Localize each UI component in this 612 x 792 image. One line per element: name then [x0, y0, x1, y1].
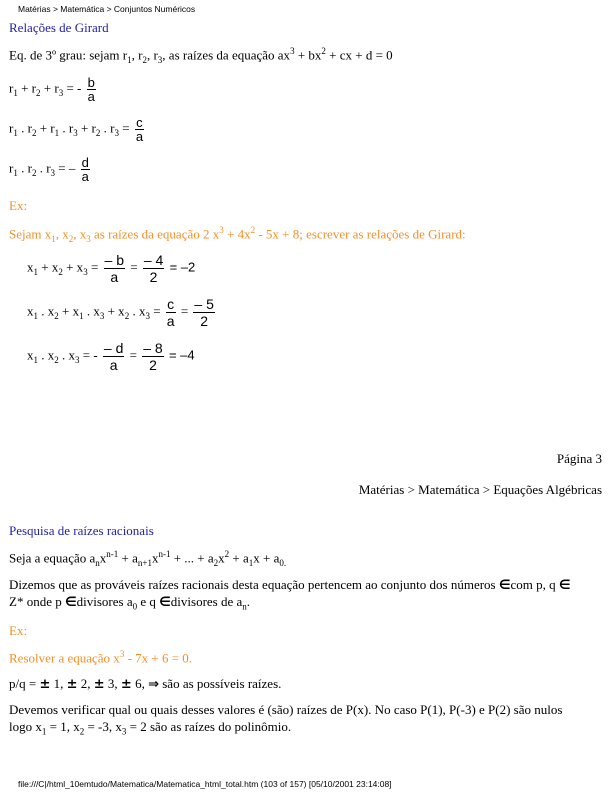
element-of-icon: ∈	[159, 595, 171, 610]
rational-roots-paragraph-line2: Z* onde p ∈divisores $a_0$ e q ∈divisores de $a_n$.	[9, 594, 251, 612]
plus-minus-icon: ±	[39, 677, 51, 692]
conclusion-line1: Devemos verificar qual ou quais desses valores é (são) raízes de P(x). No caso P(1), P(-3) e P(2) são nulos	[9, 702, 563, 717]
implies-arrow-icon: ⇒	[148, 677, 159, 692]
general-equation: Seja a equação $a_nx^{n-1} + a_{n+1}x^{n-1}$ + ... + $a_2x^2 + a_1x + a_{0.}$	[9, 549, 287, 568]
element-of-icon: ∈	[558, 578, 571, 593]
example-equation-pairs: $x_1$ . $x_2 + x_1$ . $x_3 + x_2$ . $x_3$ = $\frac{c}{a}$ = $\frac{- 5}{2}$	[27, 296, 214, 329]
breadcrumb-algebraic: Matérias > Matemática > Equações Algébricas	[358, 482, 602, 497]
plus-minus-icon: ±	[120, 677, 132, 692]
example-label-2: Ex:	[9, 623, 28, 638]
breadcrumb: Matérias > Matemática > Conjuntos Numéricos	[18, 4, 196, 14]
example-equation-product: $x_1$ . $x_2$ . $x_3$ = - $\frac{- d}{a}$ = $\frac{- 8}{2}$ = –4	[27, 340, 195, 373]
element-of-icon: ∈	[498, 578, 511, 593]
plus-minus-icon: ±	[93, 677, 105, 692]
conclusion-line2: logo $x_1 = 1$, $x_2 = -3$, $x_3 = 2$ são as raízes do polinômio.	[9, 719, 292, 737]
element-of-icon: ∈	[64, 595, 77, 610]
section-title-rational-roots: Pesquisa de raízes racionais	[9, 523, 154, 538]
girard-formula-product: $r_1$ . $r_2$ . $r_3$ = – $\frac{d}{a}$	[9, 155, 89, 184]
girard-formula-sum: $r_1 + r_2 + r_3$ = - $\frac{b}{a}$	[9, 75, 95, 104]
example-label: Ex:	[9, 198, 28, 213]
page-number: Página 3	[556, 451, 602, 466]
girard-intro: Eq. de 3º grau: sejam $r_1$, $r_2$, $r_3$, as raízes da equação $ax^3 + bx^2$ + cx + d = 0	[9, 46, 393, 65]
file-path-footer: file:///C|/html_10emtudo/Matematica/Matematica_html_total.htm (103 of 157) [05/10/2001 23:14:08]	[18, 779, 392, 789]
section-title-girard: Relações de Girard	[9, 20, 109, 35]
rational-roots-paragraph-line1: Dizemos que as prováveis raízes racionais desta equação pertencem ao conjunto dos números ∈com p, q ∈	[9, 577, 571, 593]
girard-formula-pairs: $r_1$ . $r_2 + r_1$ . $r_3 + r_2$ . $r_3$ = $\frac{c}{a}$	[9, 115, 144, 144]
example-statement: Sejam $x_1$, $x_2$, $x_3$ as raízes da equação 2 $x^3 + 4x^2 - 5x + 8$; escrever as relações de Girard:	[9, 225, 466, 244]
plus-minus-icon: ±	[66, 677, 78, 692]
candidate-roots: p/q = ± 1, ± 2, ± 3, ± 6, ⇒ são as possíveis raízes.	[9, 676, 282, 692]
example-equation-sum: $x_1 + x_2 + x_3$ = $\frac{- b}{a}$ = $\frac{- 4}{2}$ = –2	[27, 252, 196, 285]
example-statement-2: Resolver a equação $x^3 - 7x + 6 = 0$.	[9, 649, 193, 666]
